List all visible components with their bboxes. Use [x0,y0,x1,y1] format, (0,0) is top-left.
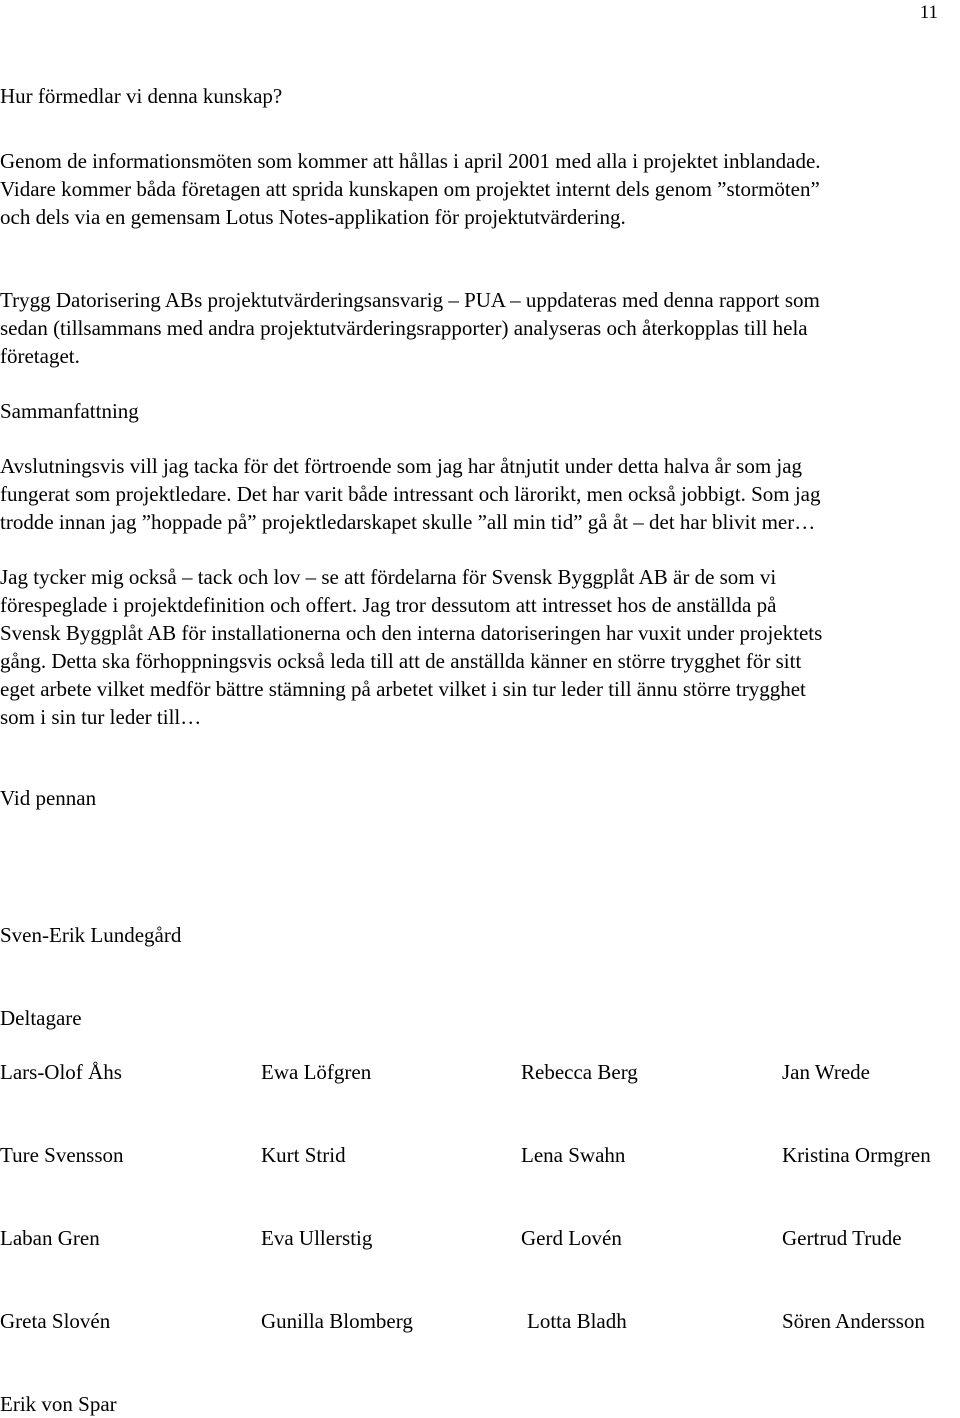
paragraph-line: förespeglade i projektdefinition och offert. Jag tror dessutom att intresset hos de anställda på [0,593,777,617]
participants-row [0,1224,960,1252]
participant-name: Kristina Ormgren [782,1143,931,1167]
participants-row [0,1058,960,1086]
paragraph-line: Trygg Datorisering ABs projektutvärderingsansvarig – PUA – uppdateras med denna rapport som [0,288,820,312]
signature-name: Sven-Erik Lundegård [0,923,182,947]
participant-name: Lena Swahn [521,1143,626,1167]
paragraph-line: fungerat som projektledare. Det har varit både intressant och lärorikt, men också jobbigt. Som jag [0,482,821,506]
participant-name: Gerd Lovén [521,1226,622,1250]
participant-name: Kurt Strid [261,1143,346,1167]
participant-name: Greta Slovén [0,1309,111,1333]
paragraph-thanks [0,452,948,536]
participant-name: Lars-Olof Åhs [0,1060,122,1084]
heading-question [0,82,948,110]
paragraph-line: gång. Detta ska förhoppningsvis också leda till att de anställda känner en större trygghet för sitt [0,649,802,673]
signature [0,921,948,949]
paragraph-line: företaget. [0,344,80,368]
paragraph-line: som i sin tur leder till… [0,705,202,729]
participants-row [0,1307,960,1335]
participant-name: Lotta Bladh [527,1309,627,1333]
paragraph-line: sedan (tillsammans med andra projektutvärderingsrapporter) analyseras och återkopplas till hela [0,316,808,340]
paragraph-line: Genom de informationsmöten som kommer att hållas i april 2001 med alla i projektet inblandade. [0,149,821,173]
participant-name: Ture Svensson [0,1143,124,1167]
participants-row [0,1390,960,1418]
paragraph-line: Svensk Byggplåt AB för installationerna och den interna datoriseringen har vuxit under projektets [0,621,823,645]
paragraph-line: trodde innan jag ”hoppade på” projektledarskapet skulle ”all min tid” gå åt – det har blivit mer… [0,510,816,534]
participant-name: Ewa Löfgren [261,1060,372,1084]
heading-question-text: Hur förmedlar vi denna kunskap? [0,84,283,108]
paragraph-line: eget arbete vilket medför bättre stämning på arbetet vilket i sin tur leder till ännu större trygghet [0,677,806,701]
paragraph-distribution [0,147,948,231]
participant-name: Eva Ullerstig [261,1226,373,1250]
summary-heading-text: Sammanfattning [0,399,139,423]
paragraph-pua [0,286,948,370]
participant-name: Jan Wrede [782,1060,870,1084]
participant-name: Laban Gren [0,1226,100,1250]
paragraph-line: Vidare kommer båda företagen att sprida kunskapen om projektet internt dels genom ”stormöten” [0,177,820,201]
paragraph-line: Avslutningsvis vill jag tacka för det förtroende som jag har åtnjutit under detta halva år som jag [0,454,803,478]
participant-name: Sören Andersson [782,1309,925,1333]
participant-name: Rebecca Berg [521,1060,638,1084]
participant-name: Erik von Spar [0,1392,117,1416]
participant-name: Gertrud Trude [782,1226,902,1250]
paragraph-line: Jag tycker mig också – tack och lov – se att fördelarna för Svensk Byggplåt AB är de som vi [0,565,777,589]
summary-heading [0,397,948,425]
participants-heading-text: Deltagare [0,1006,82,1030]
page-number: 11 [919,2,938,23]
participants-heading [0,1004,948,1032]
paragraph-benefits [0,563,948,731]
paragraph-line: och dels via en gemensam Lotus Notes-applikation för projektutvärdering. [0,205,626,229]
participants-row [0,1141,960,1169]
participant-name: Gunilla Blomberg [261,1309,413,1333]
closing-line: Vid pennan [0,786,97,810]
closing-text [0,784,948,812]
